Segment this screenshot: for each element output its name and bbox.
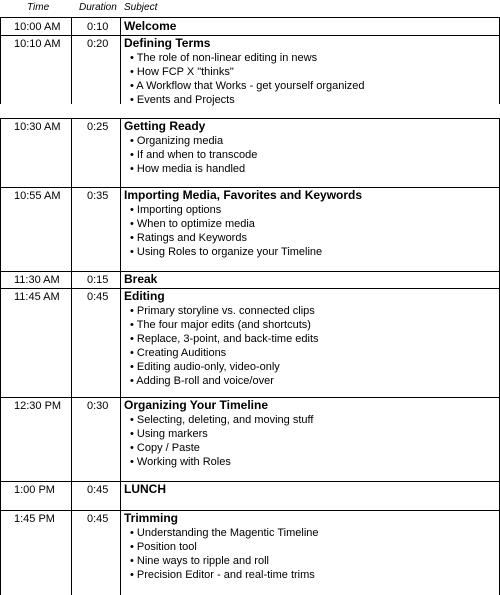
column-divider — [71, 118, 72, 187]
column-divider — [0, 18, 1, 35]
row-divider — [0, 118, 500, 119]
row-time: 10:10 AM — [14, 38, 61, 50]
row-duration: 0:20 — [87, 38, 109, 50]
row-time: 10:00 AM — [14, 21, 61, 33]
row-duration: 0:45 — [87, 484, 109, 496]
column-divider — [71, 510, 72, 595]
row-time: 11:45 AM — [14, 291, 60, 303]
bullet-item: • When to optimize media — [130, 218, 255, 230]
bullet-item: • Using Roles to organize your Timeline — [130, 246, 323, 258]
bullet-item: • The role of non-linear editing in news — [130, 52, 318, 64]
column-divider — [120, 481, 121, 510]
column-divider — [120, 510, 121, 595]
bullet-item: • Ratings and Keywords — [130, 232, 247, 244]
bullet-item: • Precision Editor - and real-time trims — [130, 569, 315, 581]
row-duration: 0:35 — [87, 190, 109, 202]
column-header-time: Time — [27, 2, 50, 13]
column-divider — [0, 481, 1, 510]
row-divider — [0, 288, 500, 289]
column-divider — [0, 397, 1, 481]
bullet-item: • A Workflow that Works - get yourself organized — [130, 80, 365, 92]
row-divider — [0, 481, 500, 482]
row-subject: Break — [124, 272, 158, 286]
column-divider — [71, 18, 72, 35]
column-divider — [71, 288, 72, 397]
column-divider — [0, 510, 1, 595]
bullet-item: • How media is handled — [130, 163, 246, 175]
bullet-item: • Nine ways to ripple and roll — [130, 555, 269, 567]
row-subject: Defining Terms — [124, 36, 211, 50]
column-divider — [71, 35, 72, 104]
column-divider — [71, 187, 72, 271]
bullet-item: • Creating Auditions — [130, 347, 227, 359]
row-divider — [0, 271, 500, 272]
row-duration: 0:45 — [87, 291, 109, 303]
column-divider — [0, 271, 1, 288]
column-divider — [120, 187, 121, 271]
bullet-item: • Copy / Paste — [130, 442, 200, 454]
bullet-item: • Position tool — [130, 541, 197, 553]
row-subject: Editing — [124, 289, 165, 303]
row-time: 12:30 PM — [14, 400, 62, 412]
row-duration: 0:45 — [87, 513, 109, 525]
row-duration: 0:25 — [87, 121, 109, 133]
bullet-item: • Importing options — [130, 204, 222, 216]
row-duration: 0:10 — [87, 21, 109, 33]
bullet-item: • Organizing media — [130, 135, 224, 147]
row-time: 10:30 AM — [14, 121, 61, 133]
bullet-item: • Understanding the Magentic Timeline — [130, 527, 319, 539]
row-divider — [0, 35, 500, 36]
bullet-item: • Events and Projects — [130, 94, 235, 106]
bullet-item: • Working with Roles — [130, 456, 231, 468]
column-divider — [0, 187, 1, 271]
row-time: 1:00 PM — [14, 484, 55, 496]
row-time: 1:45 PM — [14, 513, 55, 525]
bullet-item: • Selecting, deleting, and moving stuff — [130, 414, 314, 426]
row-subject: Welcome — [124, 19, 177, 33]
column-divider — [120, 118, 121, 187]
bullet-item: • Primary storyline vs. connected clips — [130, 305, 315, 317]
column-divider — [120, 397, 121, 481]
bullet-item: • Adding B-roll and voice/over — [130, 375, 274, 387]
row-duration: 0:15 — [87, 274, 109, 286]
bullet-item: • Replace, 3-point, and back-time edits — [130, 333, 319, 345]
column-divider — [120, 35, 121, 104]
bullet-item: • How FCP X "thinks" — [130, 66, 234, 78]
bullet-item: • Editing audio-only, video-only — [130, 361, 280, 373]
column-divider — [71, 397, 72, 481]
column-divider — [71, 481, 72, 510]
bullet-item: • Using markers — [130, 428, 208, 440]
bullet-item: • The four major edits (and shortcuts) — [130, 319, 311, 331]
row-subject: LUNCH — [124, 482, 166, 496]
row-time: 10:55 AM — [14, 190, 61, 202]
bullet-item: • If and when to transcode — [130, 149, 258, 161]
column-divider — [120, 271, 121, 288]
row-subject: Organizing Your Timeline — [124, 398, 269, 412]
column-divider — [0, 118, 1, 187]
row-time: 11:30 AM — [14, 274, 60, 286]
column-header-subject: Subject — [124, 2, 158, 13]
column-divider — [0, 35, 1, 104]
column-header-row — [0, 0, 500, 17]
row-subject: Trimming — [124, 511, 179, 525]
column-divider — [0, 288, 1, 397]
column-header-duration: Duration — [79, 2, 117, 13]
header-rule — [0, 17, 500, 18]
column-divider — [120, 18, 121, 35]
column-divider — [71, 271, 72, 288]
row-subject: Getting Ready — [124, 119, 206, 133]
row-divider — [0, 510, 500, 511]
row-duration: 0:30 — [87, 400, 109, 412]
column-divider — [120, 288, 121, 397]
row-subject: Importing Media, Favorites and Keywords — [124, 188, 363, 202]
